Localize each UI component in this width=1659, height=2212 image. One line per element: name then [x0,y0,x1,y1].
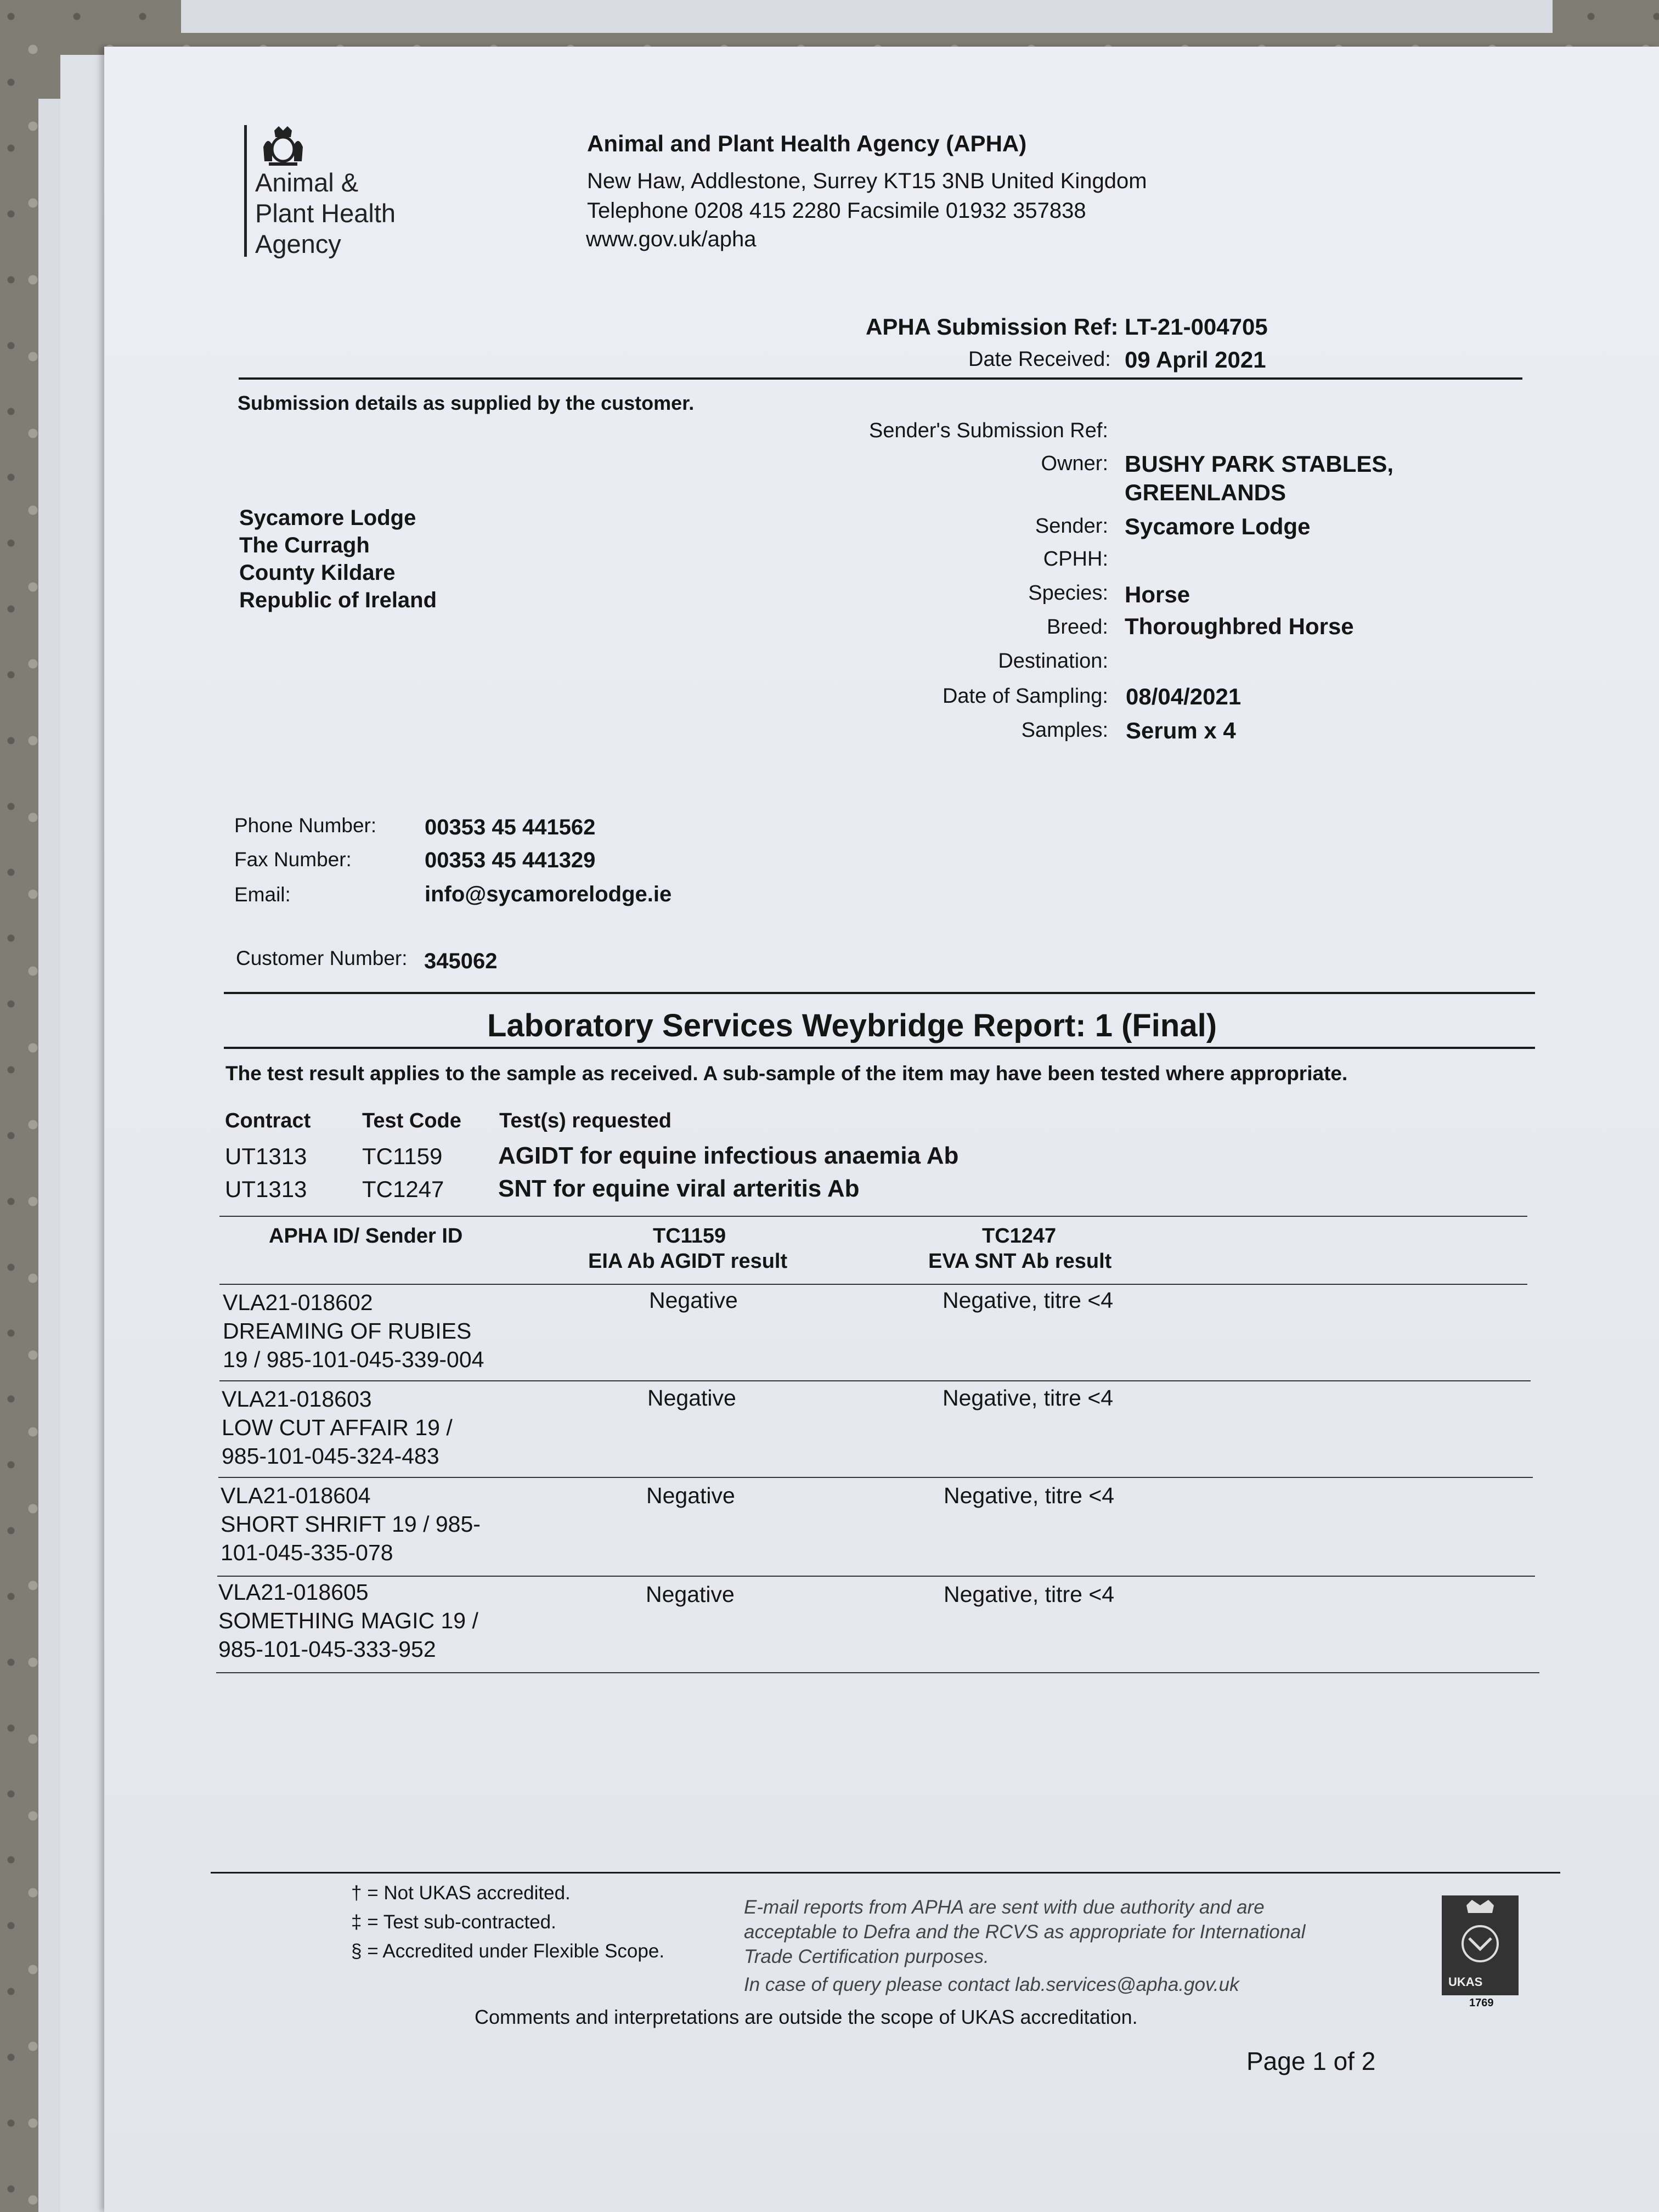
report-title: Laboratory Services Weybridge Report: 1 (Final) [487,1008,1217,1043]
test-row-2-name: SNT for equine viral arteritis Ab [498,1175,860,1202]
report-title-rule-bottom [224,1047,1535,1049]
customer-number-label: Customer Number: [236,947,408,969]
results-rule-header [219,1284,1527,1285]
logo-line-1: Animal & [255,168,359,197]
results-rule-top [219,1216,1527,1217]
owner-value-1: BUSHY PARK STABLES, [1125,451,1394,477]
result-row-2-id-line-1: VLA21-018603 [222,1386,372,1412]
result-row-3-id-line-2: SHORT SHRIFT 19 / 985- [221,1511,481,1537]
date-of-sampling-label: Date of Sampling: [942,685,1108,708]
page-indicator: Page 1 of 2 [1246,2047,1376,2075]
underlying-sheet-top [181,0,1553,33]
cphh-label: CPHH: [1043,548,1108,571]
samples-value: Serum x 4 [1126,718,1236,743]
phone-label: Phone Number: [234,814,377,837]
fax-value: 00353 45 441329 [425,848,596,872]
email-label: Email: [234,883,291,906]
result-row-1-id [223,1288,484,1374]
destination-label: Destination: [998,650,1108,673]
logo-wordmark [255,167,396,259]
sender-label: Sender: [1035,515,1108,538]
species-label: Species: [1028,582,1108,605]
results-header-tc1247-code: TC1247 [982,1224,1057,1248]
tests-requested-header: Test(s) requested [499,1109,672,1132]
submission-details-heading: Submission details as supplied by the customer. [238,392,695,414]
result-row-1-id-line-2: DREAMING OF RUBIES [223,1318,472,1344]
senders-ref-label: Sender's Submission Ref: [868,419,1108,442]
result-row-4-eia: Negative [646,1582,735,1607]
footer-key-1: † = Not UKAS accredited. [351,1882,571,1904]
address-line-4: Republic of Ireland [239,588,437,612]
email-value: info@sycamorelodge.ie [425,882,672,906]
result-row-3-id-line-3: 101-045-335-078 [221,1540,393,1565]
contract-header: Contract [225,1109,311,1132]
footer-keys [351,1878,664,1966]
logo-divider [244,125,247,257]
results-rule-1 [219,1380,1531,1381]
result-row-3-id-line-1: VLA21-018604 [221,1483,371,1508]
results-header-tc1159-name: EIA Ab AGIDT result [588,1250,788,1273]
species-value: Horse [1125,582,1190,607]
address-line-3: County Kildare [239,561,396,585]
result-row-1-id-line-3: 19 / 985-101-045-339-004 [223,1347,484,1372]
result-row-2-eva: Negative, titre <4 [943,1385,1114,1410]
submission-ref-label: APHA Submission Ref: [866,314,1119,340]
customer-number-value: 345062 [424,949,498,973]
royal-crest-icon [258,125,308,167]
report-disclaimer: The test result applies to the sample as received. A sub-sample of the item may have been tested where appropriate. [225,1062,1348,1085]
fax-label: Fax Number: [234,848,352,871]
test-row-1-contract: UT1313 [225,1143,307,1169]
logo-line-3: Agency [255,229,341,258]
report-title-rule-top [224,992,1535,994]
results-rule-3 [217,1576,1535,1577]
samples-label: Samples: [1021,719,1108,742]
result-row-3-eia: Negative [646,1483,735,1508]
date-of-sampling-value: 08/04/2021 [1126,684,1242,709]
breed-value: Thoroughbred Horse [1125,613,1354,639]
footer-key-2: ‡ = Test sub-contracted. [351,1911,556,1933]
ukas-number: 1769 [1469,1997,1494,2009]
org-name: Animal and Plant Health Agency (APHA) [587,131,1027,156]
result-row-4-id-line-2: SOMETHING MAGIC 19 / [218,1608,478,1633]
result-row-4-id [218,1578,478,1663]
logo-line-2: Plant Health [255,199,396,228]
results-header-id: APHA ID/ Sender ID [269,1224,463,1248]
results-rule-bottom [216,1672,1539,1673]
results-header-tc1247-name: EVA SNT Ab result [928,1250,1112,1273]
date-received-label: Date Received: [968,348,1111,371]
footer-email-statement [744,1895,1305,1997]
test-row-2-code: TC1247 [362,1176,444,1202]
results-header-tc1159-code: TC1159 [653,1224,726,1248]
report-sheet [104,47,1659,2212]
result-row-1-eia: Negative [649,1288,738,1313]
ukas-label: UKAS [1448,1975,1483,1989]
org-website: www.gov.uk/apha [586,227,757,251]
result-row-3-id [221,1481,481,1567]
footer-key-3: § = Accredited under Flexible Scope. [351,1940,665,1962]
test-row-1-name: AGIDT for equine infectious anaemia Ab [498,1142,959,1169]
owner-label: Owner: [1041,452,1108,475]
result-row-4-eva: Negative, titre <4 [944,1582,1115,1607]
org-address: New Haw, Addlestone, Surrey KT15 3NB United Kingdom [587,169,1147,193]
footer-scope-note: Comments and interpretations are outside the scope of UKAS accreditation. [475,2006,1138,2028]
result-row-4-id-line-3: 985-101-045-333-952 [218,1637,436,1662]
result-row-3-eva: Negative, titre <4 [944,1483,1115,1508]
footer-email-line-2: acceptable to Defra and the RCVS as appropriate for International [744,1921,1306,1943]
test-row-2-contract: UT1313 [225,1176,307,1202]
test-code-header: Test Code [362,1109,461,1132]
result-row-2-eia: Negative [647,1385,736,1410]
result-row-4-id-line-1: VLA21-018605 [218,1579,369,1605]
result-row-1-eva: Negative, titre <4 [943,1288,1114,1313]
phone-value: 00353 45 441562 [425,815,596,839]
breed-label: Breed: [1047,616,1108,639]
test-row-1-code: TC1159 [362,1143,443,1169]
result-row-1-id-line-1: VLA21-018602 [223,1290,373,1315]
submission-ref-value: LT-21-004705 [1125,314,1268,340]
result-row-2-id [222,1385,453,1470]
footer-query-line: In case of query please contact lab.services@apha.gov.uk [744,1974,1239,1995]
address-line-2: The Curragh [239,533,370,557]
org-phone: Telephone 0208 415 2280 Facsimile 01932 357838 [587,199,1086,223]
header-rule [239,377,1522,380]
result-row-2-id-line-3: 985-101-045-324-483 [222,1443,439,1469]
results-rule-2 [218,1477,1533,1478]
footer-rule [211,1872,1560,1874]
footer-email-line-3: Trade Certification purposes. [744,1946,989,1967]
sender-value: Sycamore Lodge [1125,514,1311,539]
address-line-1: Sycamore Lodge [239,506,416,530]
owner-value-2: GREENLANDS [1125,479,1286,505]
date-received-value: 09 April 2021 [1125,347,1266,373]
result-row-2-id-line-2: LOW CUT AFFAIR 19 / [222,1415,453,1440]
footer-email-line-1: E-mail reports from APHA are sent with due authority and are [744,1897,1265,1918]
